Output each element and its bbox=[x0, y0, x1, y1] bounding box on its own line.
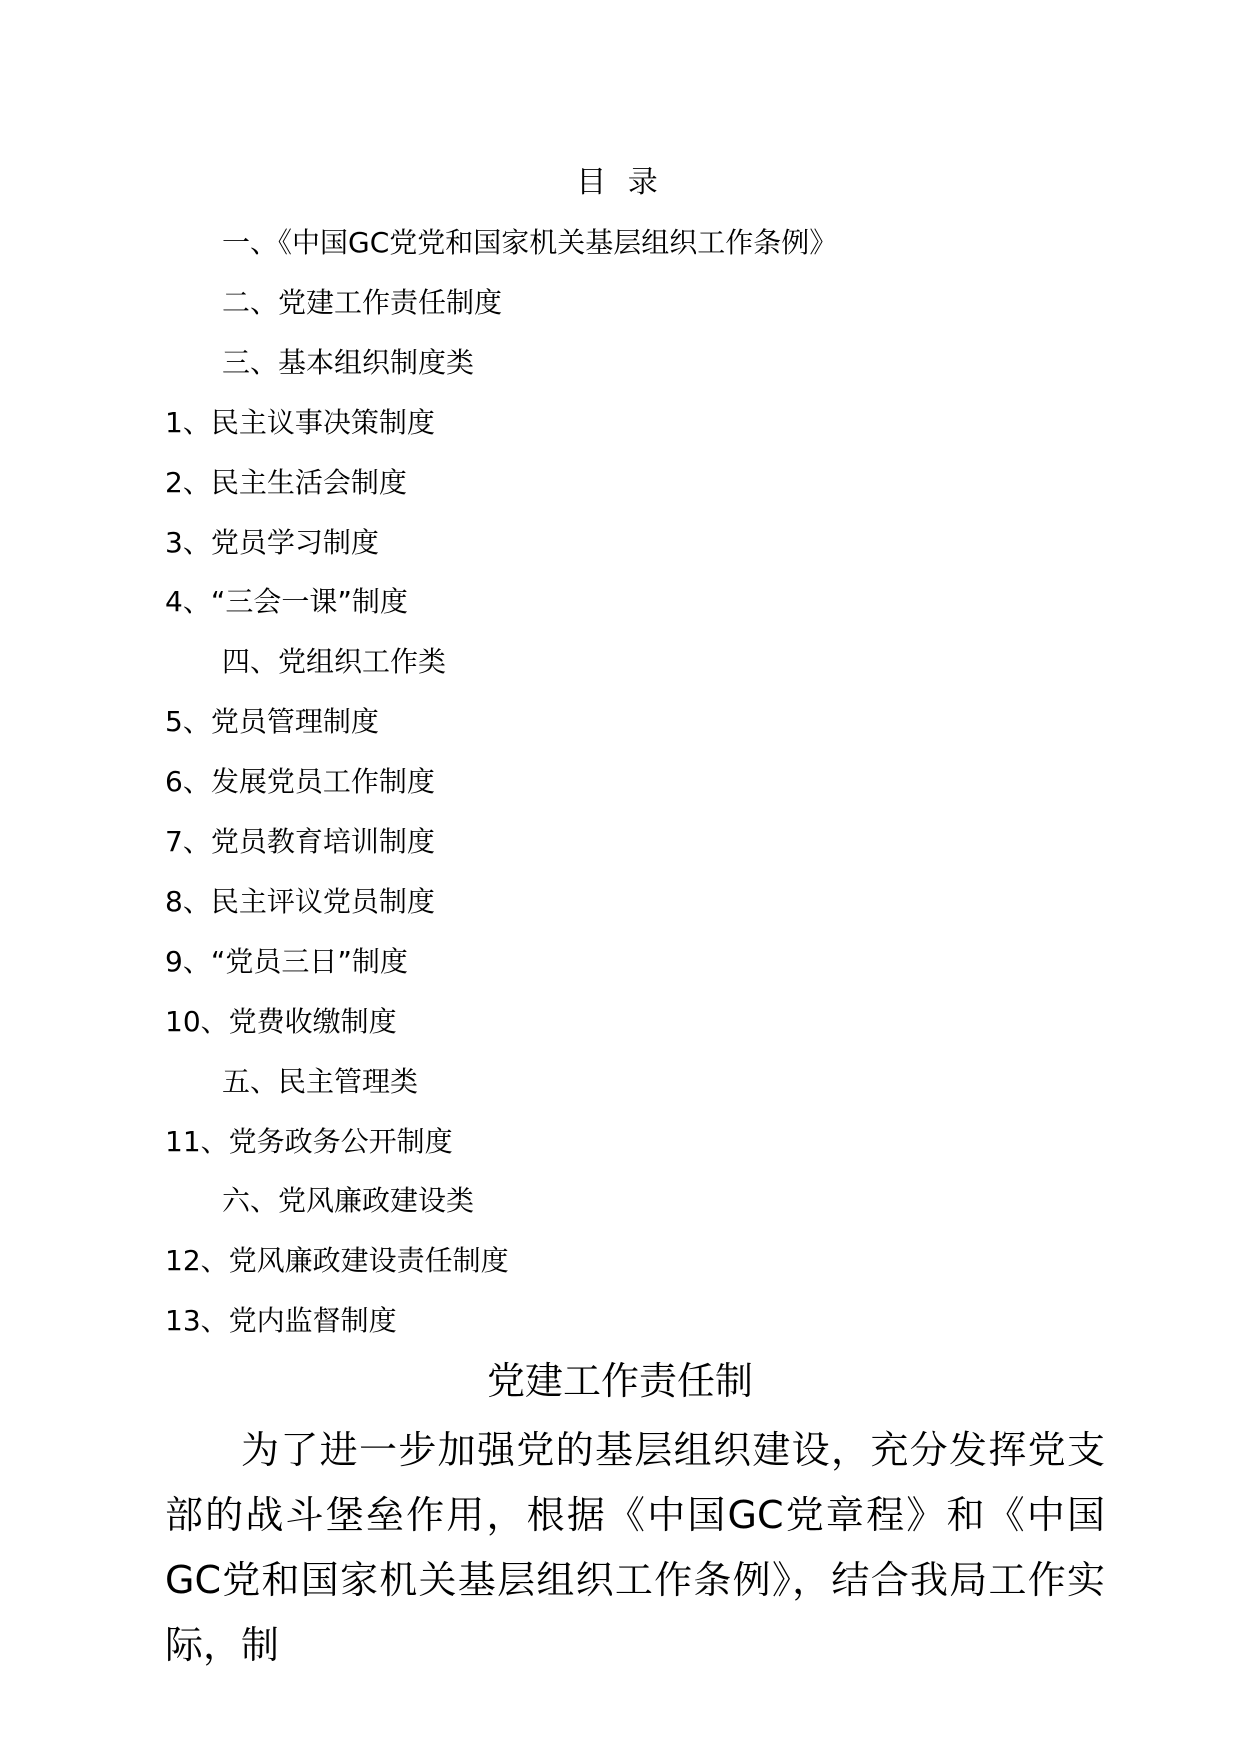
toc-sub-entry: 8、民主评议党员制度 bbox=[165, 885, 435, 918]
section-heading: 党建工作责任制 bbox=[486, 1359, 753, 1403]
toc-section-entry: 四、党组织工作类 bbox=[222, 645, 447, 678]
toc-sub-entry: 13、党内监督制度 bbox=[165, 1304, 397, 1337]
toc-title: 目 录 bbox=[576, 165, 664, 200]
toc-sub-entry: 2、民主生活会制度 bbox=[165, 466, 407, 499]
toc-sub-entry: 9、“党员三日”制度 bbox=[165, 945, 408, 978]
toc-section-entry: 三、基本组织制度类 bbox=[222, 346, 475, 379]
toc-sub-entry: 11、党务政务公开制度 bbox=[165, 1125, 453, 1158]
toc-sub-entry: 5、党员管理制度 bbox=[165, 705, 379, 738]
toc-sub-entry: 3、党员学习制度 bbox=[165, 526, 379, 559]
toc-section-entry: 五、民主管理类 bbox=[222, 1065, 419, 1098]
toc-section-entry: 二、党建工作责任制度 bbox=[222, 286, 503, 319]
toc-section-entry: 六、党风廉政建设类 bbox=[222, 1184, 475, 1217]
toc-sub-entry: 7、党员教育培训制度 bbox=[165, 825, 435, 858]
toc-sub-entry: 10、党费收缴制度 bbox=[165, 1005, 397, 1038]
body-paragraph: 为了进一步加强党的基层组织建设，充分发挥党支部的战斗堡垒作用，根据《中国GC党章程》和《中国GC党和国家机关基层组织工作条例》，结合我局工作实际，制 bbox=[165, 1428, 1105, 1667]
toc-sub-entry: 12、党风廉政建设责任制度 bbox=[165, 1244, 509, 1277]
toc-sub-entry: 1、民主议事决策制度 bbox=[165, 406, 435, 439]
toc-sub-entry: 6、发展党员工作制度 bbox=[165, 765, 435, 798]
toc-sub-entry: 4、“三会一课”制度 bbox=[165, 585, 408, 618]
toc-section-entry: 一、《中国GC党党和国家机关基层组织工作条例》 bbox=[222, 226, 838, 259]
